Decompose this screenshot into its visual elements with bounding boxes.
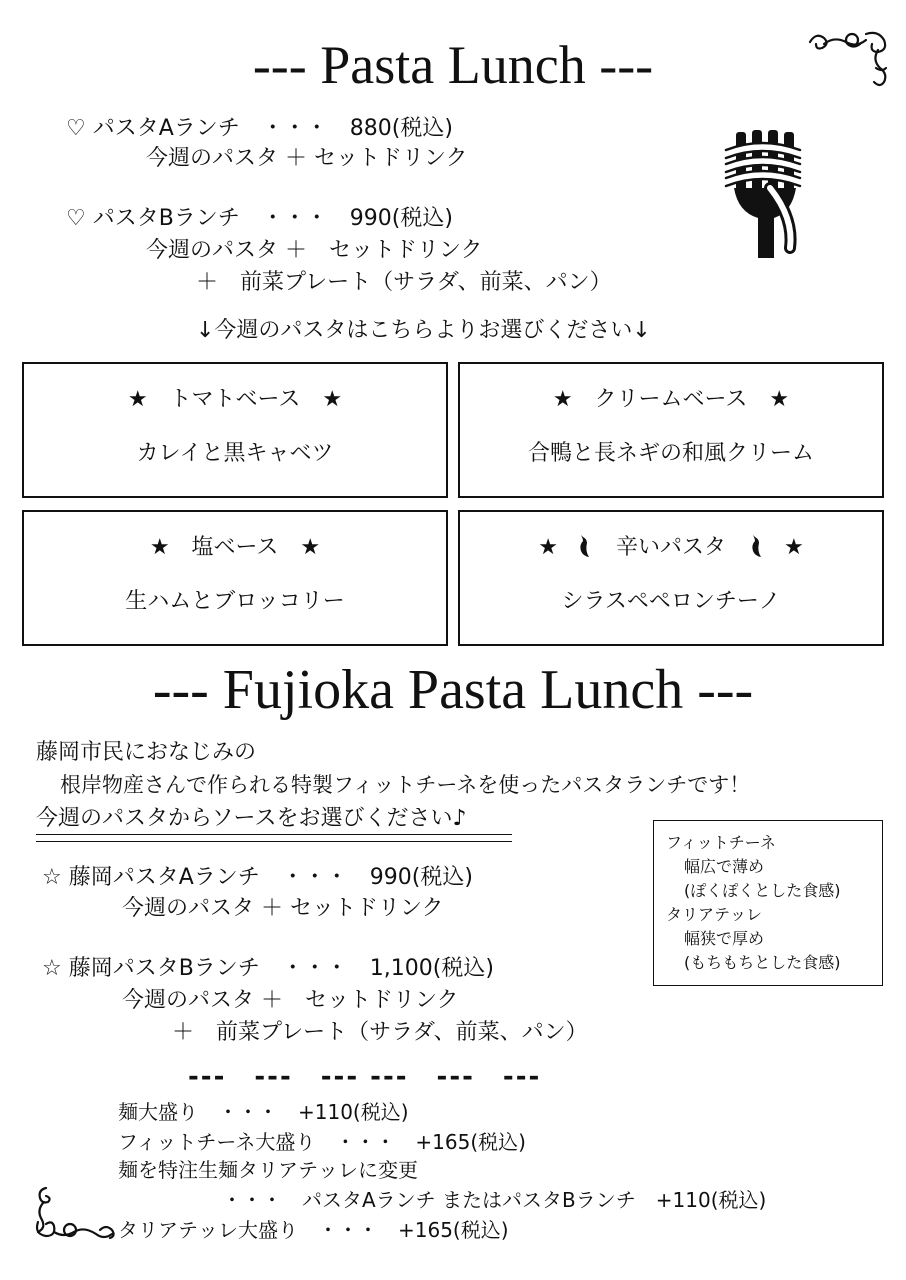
fujioka-lunch-a-desc: 今週のパスタ ＋ セットドリンク — [122, 896, 444, 921]
note-line: フィットチーネ — [666, 833, 776, 852]
pasta-box-spicy — [458, 510, 884, 646]
chili-pepper-icon — [747, 533, 767, 559]
spicy-label: 辛いパスタ — [615, 535, 726, 560]
pasta-box-tomato — [22, 362, 448, 498]
fujioka-lunch-b-line: ☆ 藤岡パスタBランチ ・・・ 1,100(税込) — [42, 956, 494, 981]
note-line: (もちもちとした食感) — [684, 953, 841, 972]
note-line: タリアテッレ — [666, 905, 763, 924]
corner-ornament-bottom-left — [30, 1182, 120, 1246]
option-line: ・・・ パスタAランチ またはパスタBランチ +110(税込) — [222, 1188, 767, 1212]
pasta-box-title: ★ トマトベース ★ — [127, 387, 343, 412]
pasta-box-title: ★ 塩ベース ★ — [149, 535, 321, 560]
lunch-b-desc2: ＋ 前菜プレート（サラダ、前菜、パン） — [196, 270, 612, 295]
choose-note: ↓今週のパスタはこちらよりお選びください↓ — [196, 318, 651, 343]
pasta-box-title: ★ クリームベース ★ — [552, 387, 790, 412]
lunch-a-line: ♡ パスタAランチ ・・・ 880(税込) — [66, 116, 453, 141]
fujioka-intro-1: 藤岡市民におなじみの — [36, 740, 257, 765]
fork-pasta-icon — [722, 128, 804, 260]
pasta-box-salt — [22, 510, 448, 646]
pasta-box-item: 合鴨と長ネギの和風クリーム — [527, 441, 814, 466]
pasta-box-item: カレイと黒キャベツ — [136, 441, 334, 466]
fujioka-intro-3: 今週のパスタからソースをお選びください♪ — [36, 806, 467, 831]
option-line: 麺を特注生麺タリアテッレに変更 — [118, 1158, 418, 1182]
star-right: ★ — [784, 535, 804, 560]
fujioka-lunch-b-desc: 今週のパスタ ＋ セットドリンク — [122, 988, 459, 1013]
lunch-b-line: ♡ パスタBランチ ・・・ 990(税込) — [66, 206, 453, 231]
option-line: フィットチーネ大盛り ・・・ +165(税込) — [118, 1130, 526, 1154]
option-line: 麺大盛り ・・・ +110(税込) — [118, 1100, 409, 1124]
double-underline — [36, 834, 512, 842]
pasta-box-item: シラスペペロンチーノ — [561, 589, 781, 614]
note-line: 幅狭で厚め — [684, 929, 765, 948]
star-left: ★ — [538, 535, 558, 560]
note-line: (ぽくぽくとした食感) — [684, 881, 841, 900]
divider-dashes: --- --- --- --- --- --- — [188, 1062, 542, 1092]
noodle-note-box — [653, 820, 883, 986]
section-title-fujioka: --- Fujioka Pasta Lunch --- — [152, 659, 754, 721]
page-title: --- Pasta Lunch --- — [252, 35, 654, 95]
pasta-box-item: 生ハムとブロッコリー — [125, 589, 345, 614]
lunch-a-desc: 今週のパスタ ＋ セットドリンク — [146, 146, 468, 171]
fujioka-intro-2: 根岸物産さんで作られる特製フィットチーネを使ったパスタランチです！ — [60, 773, 751, 797]
fujioka-lunch-b-desc2: ＋ 前菜プレート（サラダ、前菜、パン） — [172, 1020, 588, 1045]
fujioka-lunch-a-line: ☆ 藤岡パスタAランチ ・・・ 990(税込) — [42, 865, 473, 890]
pasta-box-title — [460, 530, 882, 561]
note-line: 幅広で薄め — [684, 857, 765, 876]
option-line: タリアテッレ大盛り ・・・ +165(税込) — [118, 1218, 509, 1242]
pasta-box-cream — [458, 362, 884, 498]
lunch-b-desc: 今週のパスタ ＋ セットドリンク — [146, 238, 483, 263]
chili-pepper-icon — [575, 533, 595, 559]
